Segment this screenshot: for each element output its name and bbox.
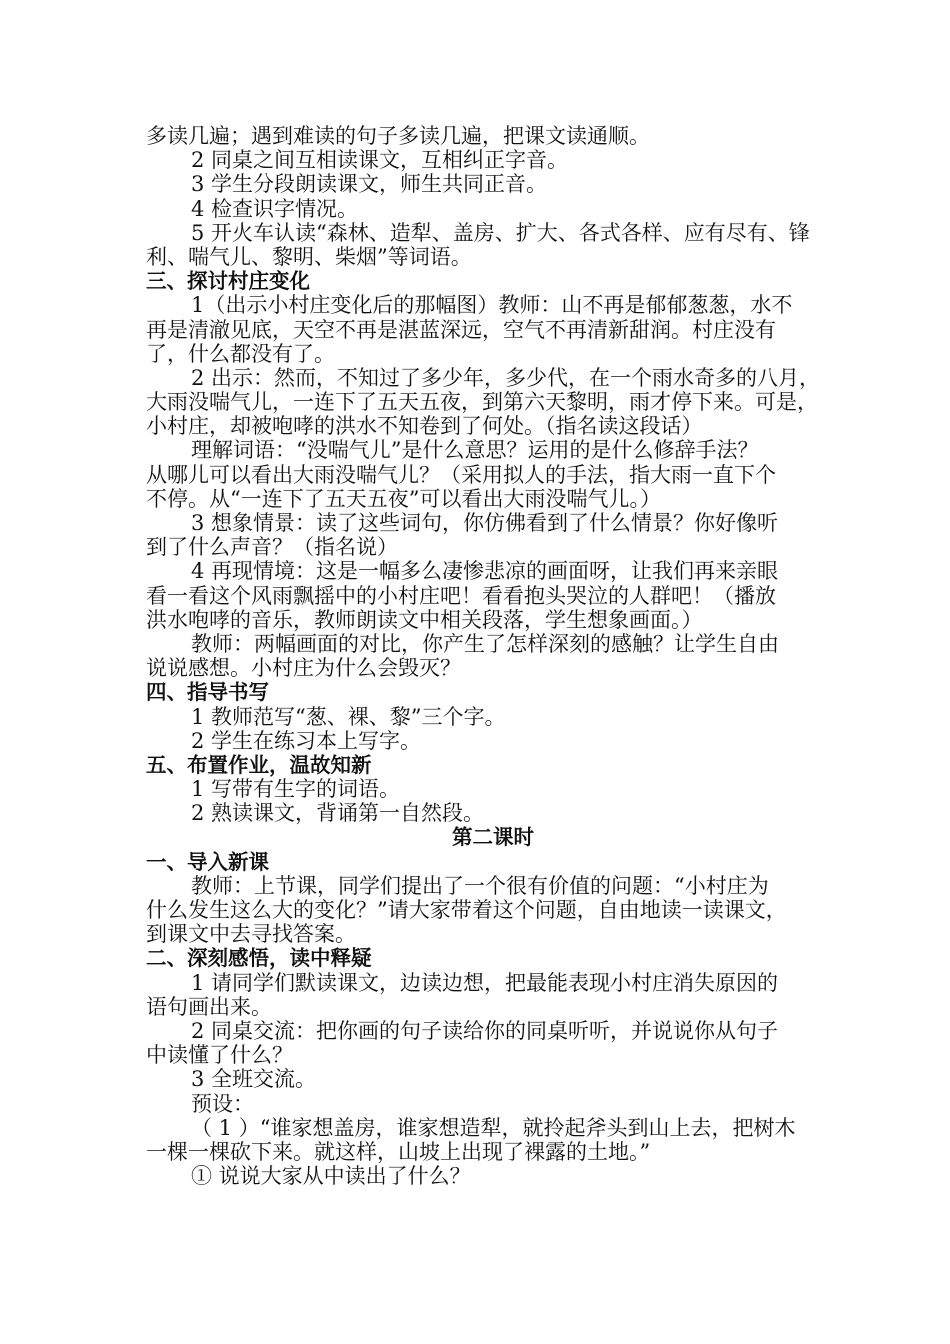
section-heading: 二、深刻感悟，读中释疑 <box>146 946 372 971</box>
paragraph-first-line: 教师：上节课，同学们提出了一个很有价值的问题：“小村庄为 <box>191 873 769 898</box>
paragraph-first-line: 2 熟读课文，背诵第一自然段。 <box>191 801 485 826</box>
section-heading: 一、导入新课 <box>146 849 269 874</box>
text-line: 小村庄，却被咆哮的洪水不知卷到了何处。（指名读这段话） <box>146 414 703 439</box>
text-line: 到了什么声音？（指名说） <box>146 535 398 560</box>
paragraph-first-line: 3 全班交流。 <box>191 1067 317 1092</box>
text-line: 多读几遍；遇到难读的句子多读几遍，把课文读通顺。 <box>146 124 650 148</box>
paragraph-first-line: 3 学生分段朗读课文，师生共同正音。 <box>191 172 548 197</box>
paragraph-first-line: 4 检查识字情况。 <box>191 196 359 221</box>
paragraph-first-line: 预设： <box>191 1091 254 1116</box>
text-line: 中读懂了什么？ <box>146 1043 293 1068</box>
paragraph-first-line: （ 1 ）“谁家想盖房，谁家想造犁，就拎起斧头到山上去，把树木 <box>191 1115 796 1140</box>
text-line: 了，什么都没有了。 <box>146 341 335 366</box>
text-line: 大雨没喘气儿，一连下了五天五夜，到第六天黎明，雨才停下来。可是， <box>146 390 818 415</box>
text-line: 到课文中去寻找答案。 <box>146 922 356 947</box>
text-line: 不停。从“一连下了五天五夜”可以看出大雨没喘气儿。） <box>146 486 661 511</box>
text-line: 利、喘气儿、黎明、柴烟”等词语。 <box>146 244 472 269</box>
paragraph-first-line: 3 想象情景：读了这些词句，你仿佛看到了什么情景？你好像听 <box>191 511 779 535</box>
paragraph-first-line: ① 说说大家从中读出了什么？ <box>191 1164 471 1189</box>
text-line: 一棵一棵砍下来。就这样，山坡上出现了裸露的土地。” <box>146 1139 651 1164</box>
text-line: 语句画出来。 <box>146 994 272 1019</box>
paragraph-first-line: 教师：两幅画面的对比，你产生了怎样深刻的感触？让学生自由 <box>191 631 779 656</box>
paragraph-first-line: 2 同桌交流：把你画的句子读给你的同桌听听，并说说你从句子 <box>191 1018 779 1043</box>
paragraph-first-line: 5 开火车认读“森林、造犁、盖房、扩大、各式各样、应有尽有、锋 <box>191 220 810 245</box>
text-line: 什么发生这么大的变化？”请大家带着这个问题，自由地读一读课文， <box>146 898 787 922</box>
section-heading: 三、探讨村庄变化 <box>146 269 310 294</box>
paragraph-first-line: 4 再现情境：这是一幅多么凄惨悲凉的画面呀，让我们再来亲眼 <box>191 559 779 584</box>
paragraph-first-line: 2 出示：然而，不知过了多少年，多少代，在一个雨水奇多的八月， <box>191 365 821 390</box>
paragraph-first-line: 1 写带有生字的词语。 <box>191 777 401 802</box>
paragraph-first-line: 2 学生在练习本上写字。 <box>191 728 422 753</box>
text-line: 洪水咆哮的音乐，教师朗读文中相关段落，学生想象画面。） <box>146 607 703 632</box>
lesson-title: 第二课时 <box>452 825 534 850</box>
section-heading: 四、指导书写 <box>146 680 269 705</box>
text-line: 从哪儿可以看出大雨没喘气儿？（采用拟人的手法，指大雨一直下个 <box>146 462 776 487</box>
paragraph-first-line: 理解词语：“没喘气儿”是什么意思？运用的是什么修辞手法？ <box>191 438 759 463</box>
text-line: 看一看这个风雨飘摇中的小村庄吧！看看抱头哭泣的人群吧！（播放 <box>146 583 776 608</box>
section-heading: 五、布置作业，温故知新 <box>146 752 372 777</box>
paragraph-first-line: 1 教师范写“葱、裸、黎”三个字。 <box>191 704 506 729</box>
document-body <box>146 124 821 1189</box>
paragraph-first-line: 1 请同学们默读课文，边读边想，把最能表现小村庄消失原因的 <box>191 970 779 995</box>
paragraph-first-line: 1（出示小村庄变化后的那幅图）教师：山不再是郁郁葱葱，水不 <box>191 293 793 318</box>
text-line: 再是清澈见底，天空不再是湛蓝深远，空气不再清新甜润。村庄没有 <box>146 317 776 342</box>
text-line: 说说感想。小村庄为什么会毁灭？ <box>146 656 461 681</box>
paragraph-first-line: 2 同桌之间互相读课文，互相纠正字音。 <box>191 148 569 173</box>
